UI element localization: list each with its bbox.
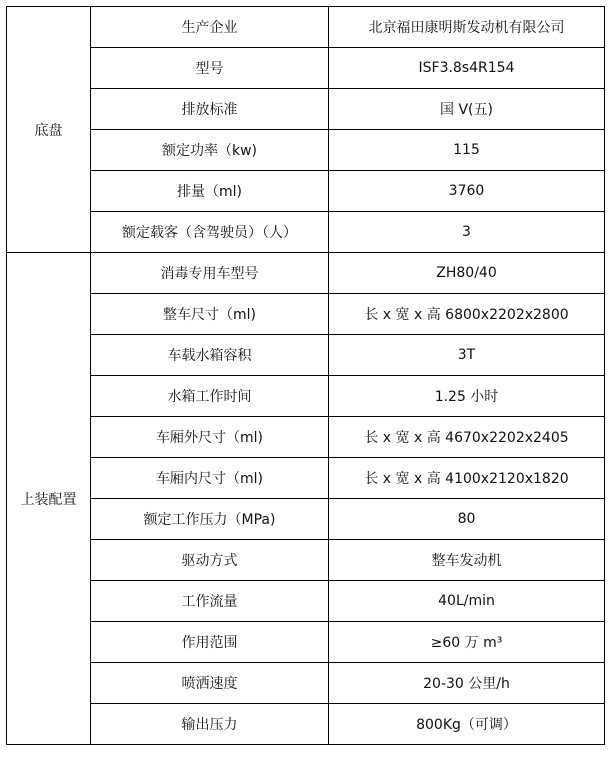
table-row: [7, 294, 605, 335]
spec-value: 整车发动机: [329, 540, 605, 581]
spec-label: 消毒专用车型号: [91, 253, 329, 294]
spec-value: 40L/min: [329, 581, 605, 622]
spec-label: 车厢外尺寸（ml): [91, 417, 329, 458]
spec-value: 1.25 小时: [329, 376, 605, 417]
table-row: [7, 212, 605, 253]
table-row: [7, 48, 605, 89]
spec-value: 3T: [329, 335, 605, 376]
table-row: [7, 376, 605, 417]
table-row: [7, 89, 605, 130]
spec-value: ≥60 万 m³: [329, 622, 605, 663]
spec-label: 排放标准: [91, 89, 329, 130]
spec-label: 整车尺寸（ml): [91, 294, 329, 335]
table-row: [7, 253, 605, 294]
spec-label: 额定功率（kw): [91, 130, 329, 171]
spec-label: 排量（ml): [91, 171, 329, 212]
table-row: [7, 704, 605, 745]
category-cell-body-config: 上装配置: [7, 253, 91, 745]
table-row: [7, 581, 605, 622]
spec-label: 输出压力: [91, 704, 329, 745]
spec-value: 800Kg（可调）: [329, 704, 605, 745]
table-row: [7, 458, 605, 499]
table-row: [7, 622, 605, 663]
table-row: [7, 417, 605, 458]
spec-label: 生产企业: [91, 7, 329, 48]
spec-label: 车厢内尺寸（ml): [91, 458, 329, 499]
table-row: [7, 7, 605, 48]
spec-value: ISF3.8s4R154: [329, 48, 605, 89]
spec-label: 喷洒速度: [91, 663, 329, 704]
spec-value: 3760: [329, 171, 605, 212]
spec-value: 80: [329, 499, 605, 540]
spec-table: [6, 6, 605, 745]
spec-label: 额定载客（含驾驶员）（人）: [91, 212, 329, 253]
spec-value: 20-30 公里/h: [329, 663, 605, 704]
spec-value: 国 V(五): [329, 89, 605, 130]
table-row: [7, 171, 605, 212]
spec-value: 北京福田康明斯发动机有限公司: [329, 7, 605, 48]
spec-value: 115: [329, 130, 605, 171]
spec-value: 长 x 宽 x 高 6800x2202x2800: [329, 294, 605, 335]
spec-label: 型号: [91, 48, 329, 89]
spec-label: 工作流量: [91, 581, 329, 622]
spec-value: 长 x 宽 x 高 4100x2120x1820: [329, 458, 605, 499]
spec-label: 车载水箱容积: [91, 335, 329, 376]
spec-label: 水箱工作时间: [91, 376, 329, 417]
table-row: [7, 130, 605, 171]
table-row: [7, 499, 605, 540]
spec-label: 驱动方式: [91, 540, 329, 581]
spec-value: ZH80/40: [329, 253, 605, 294]
spec-label: 额定工作压力（MPa): [91, 499, 329, 540]
table-row: [7, 335, 605, 376]
spec-label: 作用范围: [91, 622, 329, 663]
table-row: [7, 540, 605, 581]
spec-value: 长 x 宽 x 高 4670x2202x2405: [329, 417, 605, 458]
category-cell-chassis: 底盘: [7, 7, 91, 253]
spec-value: 3: [329, 212, 605, 253]
table-row: [7, 663, 605, 704]
